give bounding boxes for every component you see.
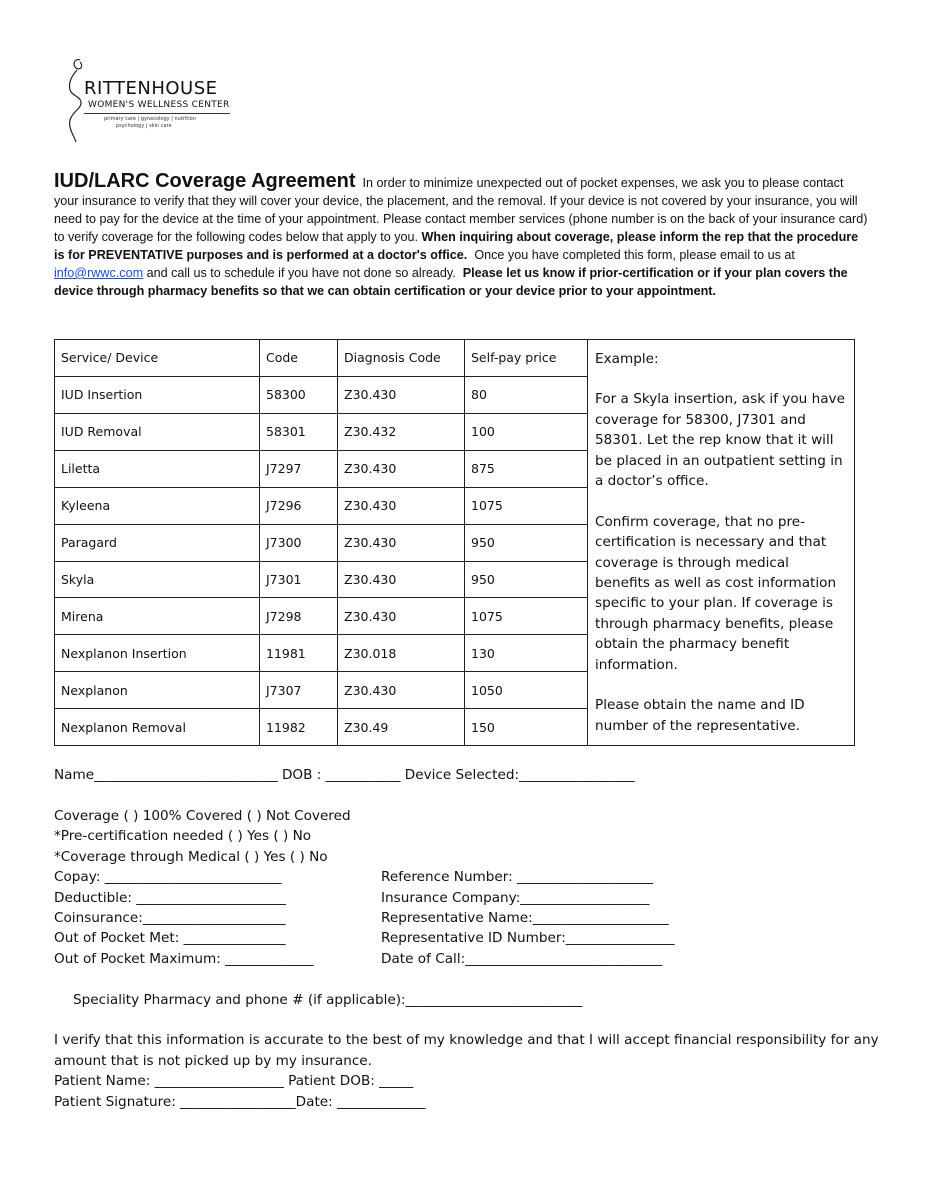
diagnosis-cell: Z30.430 — [338, 672, 465, 709]
intro-paragraph — [54, 172, 870, 300]
codes-table — [54, 339, 855, 746]
name-dob-device-line[interactable]: Name___________________________ DOB : ___________ Device Selected:_________________ — [54, 767, 635, 783]
price-cell: 1075 — [465, 598, 588, 635]
code-cell: J7301 — [260, 561, 338, 598]
logo-tagline-1: primary care | gynecology | nutrition — [104, 116, 196, 122]
diagnosis-cell: Z30.432 — [338, 413, 465, 450]
header-service: Service/ Device — [55, 340, 260, 377]
header-price: Self-pay price — [465, 340, 588, 377]
date-of-call-field[interactable]: Date of Call:_____________________________ — [381, 951, 663, 967]
example-title: Example: — [595, 351, 659, 367]
email-link[interactable]: info@rwwc.com — [54, 266, 144, 280]
code-cell: 11981 — [260, 635, 338, 672]
price-cell: 150 — [465, 709, 588, 746]
service-cell: Liletta — [55, 450, 260, 487]
example-paragraph-3: Please obtain the name and ID number of the representative. — [595, 697, 805, 734]
intro-bold-1: When inquiring about coverage, please inform the rep that the procedure is for PREVENTATIVE purposes and is performed at a doctor's office. — [54, 230, 859, 262]
intro-text-3: and call us to schedule if you have not done so already. — [146, 266, 456, 280]
patient-name-dob-field[interactable]: Patient Name: ___________________ Patient DOB: _____ — [54, 1073, 414, 1089]
diagnosis-cell: Z30.430 — [338, 524, 465, 561]
service-cell: IUD Insertion — [55, 376, 260, 413]
diagnosis-cell: Z30.49 — [338, 709, 465, 746]
price-cell: 950 — [465, 524, 588, 561]
price-cell: 100 — [465, 413, 588, 450]
service-cell: IUD Removal — [55, 413, 260, 450]
verification-text-2: amount that is not picked up by my insurance. — [54, 1053, 372, 1069]
rep-id-field[interactable]: Representative ID Number:________________ — [381, 930, 675, 946]
price-cell: 875 — [465, 450, 588, 487]
verification-text-1: I verify that this information is accurate to the best of my knowledge and that I will accept financial responsibility for any — [54, 1032, 879, 1048]
diagnosis-cell: Z30.430 — [338, 561, 465, 598]
page-title: IUD/LARC Coverage Agreement — [54, 170, 356, 192]
table-header-row — [55, 340, 855, 377]
oop-met-field[interactable]: Out of Pocket Met: _______________ — [54, 930, 286, 946]
clinic-logo — [58, 56, 238, 148]
service-cell: Skyla — [55, 561, 260, 598]
woman-figure-logo-icon — [58, 56, 88, 148]
specialty-pharmacy-field[interactable]: Speciality Pharmacy and phone # (if applicable):__________________________ — [73, 992, 583, 1008]
code-cell: 58301 — [260, 413, 338, 450]
precert-options[interactable]: *Pre-certification needed ( ) Yes ( ) No — [54, 828, 312, 844]
insurance-company-field[interactable]: Insurance Company:___________________ — [381, 890, 650, 906]
code-cell: J7296 — [260, 487, 338, 524]
diagnosis-cell: Z30.430 — [338, 450, 465, 487]
coinsurance-field[interactable]: Coinsurance:_____________________ — [54, 910, 286, 926]
service-cell: Nexplanon Removal — [55, 709, 260, 746]
logo-subtitle: WOMEN'S WELLNESS CENTER — [88, 100, 230, 110]
service-cell: Nexplanon — [55, 672, 260, 709]
rep-name-field[interactable]: Representative Name:____________________ — [381, 910, 669, 926]
price-cell: 80 — [465, 376, 588, 413]
header-code: Code — [260, 340, 338, 377]
code-cell: 58300 — [260, 376, 338, 413]
service-cell: Mirena — [55, 598, 260, 635]
coverage-options[interactable]: Coverage ( ) 100% Covered ( ) Not Covered — [54, 808, 351, 824]
header-diagnosis: Diagnosis Code — [338, 340, 465, 377]
price-cell: 1075 — [465, 487, 588, 524]
price-cell: 130 — [465, 635, 588, 672]
logo-name: RITTENHOUSE — [84, 78, 218, 99]
reference-number-field[interactable]: Reference Number: ____________________ — [381, 869, 653, 885]
intro-text-1: In order to minimize unexpected out of pocket expenses, we ask you to please contact your insurance to verify that they will cover your device, the placement, and the removal. If your device is not covered by your insurance, you will need to pay for the device at the time of your appointment. Please contact member services (phone number is on the back of your insurance card) to verify coverage for the following codes below that apply to you. — [54, 176, 868, 244]
patient-signature-date-field[interactable]: Patient Signature: _________________Date: _____________ — [54, 1094, 426, 1110]
intro-bold-2: Please let us know if prior-certification or if your plan covers the device through pharmacy benefits so that we can obtain certification or your device prior to your appointment. — [54, 266, 848, 298]
diagnosis-cell: Z30.430 — [338, 487, 465, 524]
code-cell: J7300 — [260, 524, 338, 561]
service-cell: Nexplanon Insertion — [55, 635, 260, 672]
diagnosis-cell: Z30.018 — [338, 635, 465, 672]
logo-tagline-2: psychology | skin care — [116, 123, 172, 129]
price-cell: 1050 — [465, 672, 588, 709]
price-cell: 950 — [465, 561, 588, 598]
logo-divider — [84, 113, 230, 114]
intro-text-2: Once you have completed this form, please email to us at — [474, 248, 795, 262]
example-paragraph-1: For a Skyla insertion, ask if you have coverage for 58300, J7301 and 58301. Let the rep know that it will be placed in an outpatient setting in a doctor’s office. — [595, 391, 845, 490]
diagnosis-cell: Z30.430 — [338, 376, 465, 413]
oop-max-field[interactable]: Out of Pocket Maximum: _____________ — [54, 951, 314, 967]
copay-field[interactable]: Copay: __________________________ — [54, 869, 282, 885]
medical-coverage-options[interactable]: *Coverage through Medical ( ) Yes ( ) No — [54, 849, 328, 865]
code-cell: 11982 — [260, 709, 338, 746]
example-paragraph-2: Confirm coverage, that no pre-certification is necessary and that coverage is through medical benefits as well as cost information specific to your plan. If coverage is through pharmacy benefits, please obtain the pharmacy benefit information. — [595, 513, 837, 673]
service-cell: Kyleena — [55, 487, 260, 524]
deductible-field[interactable]: Deductible: ______________________ — [54, 890, 286, 906]
diagnosis-cell: Z30.430 — [338, 598, 465, 635]
service-cell: Paragard — [55, 524, 260, 561]
code-cell: J7307 — [260, 672, 338, 709]
code-cell: J7297 — [260, 450, 338, 487]
code-cell: J7298 — [260, 598, 338, 635]
example-cell — [588, 340, 855, 746]
